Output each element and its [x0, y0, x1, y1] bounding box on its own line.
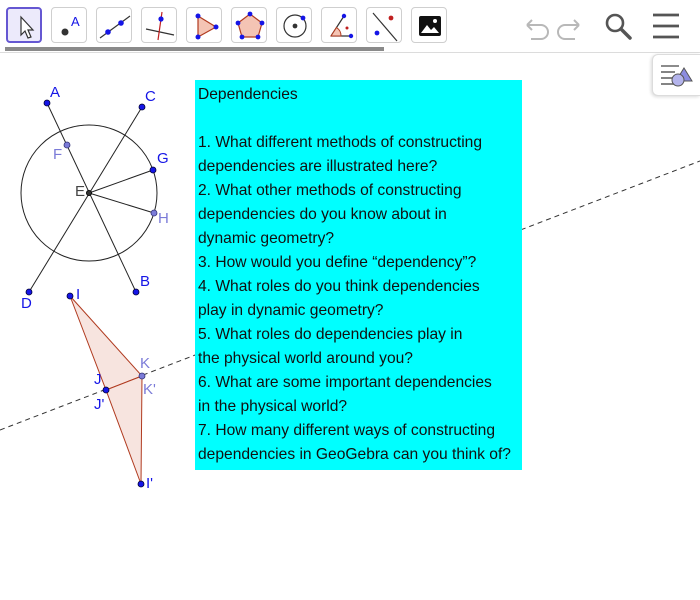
label-a: A — [50, 84, 61, 101]
tool-perpendicular-line[interactable] — [141, 7, 177, 43]
point-icon — [52, 8, 88, 44]
point-e[interactable] — [75, 183, 92, 200]
textbox-line: 4. What roles do you think dependencies — [198, 278, 480, 295]
point-b[interactable] — [133, 273, 150, 295]
regular-polygon-icon — [232, 8, 268, 44]
main-menu-button[interactable] — [648, 8, 684, 44]
textbox-line: 1. What different methods of constructing — [198, 134, 483, 151]
segment-eg[interactable] — [89, 170, 153, 193]
hamburger-menu-icon — [648, 8, 684, 44]
point-d[interactable] — [21, 289, 32, 312]
point-f[interactable] — [53, 142, 70, 163]
label-f: F — [53, 146, 63, 163]
label-k: K — [140, 355, 151, 372]
tool-point[interactable] — [51, 7, 87, 43]
point-g[interactable] — [150, 150, 169, 173]
label-e: E — [75, 183, 86, 200]
textbox-line: dependencies are illustrated here? — [198, 158, 438, 175]
redo-icon — [553, 8, 589, 44]
tool-image[interactable] — [411, 7, 447, 43]
textbox-line — [198, 107, 522, 131]
line-icon — [97, 8, 133, 44]
label-d: D — [21, 295, 32, 312]
angle-icon — [322, 8, 358, 44]
polygon-icon — [187, 8, 223, 44]
textbox-line: 6. What are some important dependencies — [198, 374, 492, 391]
move-arrow-icon — [8, 9, 44, 45]
label-g: G — [157, 150, 169, 167]
toolbar — [0, 0, 700, 52]
label-i: I — [76, 286, 81, 303]
textbox-line: the physical world around you? — [198, 350, 413, 367]
textbox-line: 7. How many different ways of constructing — [198, 422, 495, 439]
textbox-line: 3. How would you define “dependency”? — [198, 254, 477, 271]
svg-text:A: A — [71, 14, 80, 29]
perpendicular-line-icon — [142, 8, 178, 44]
undo-button[interactable] — [517, 8, 553, 44]
textbox-line: dependencies in GeoGebra can you think of? — [198, 446, 511, 463]
reflect-icon — [367, 8, 403, 44]
tool-move[interactable] — [6, 7, 42, 43]
textbox-line: dynamic geometry? — [198, 230, 335, 247]
tool-regular-polygon[interactable] — [231, 7, 267, 43]
textbox-line: 5. What roles do dependencies play in — [198, 326, 463, 343]
textbox-line: play in dynamic geometry? — [198, 302, 384, 319]
image-icon — [412, 8, 448, 44]
label-h: H — [158, 210, 169, 227]
redo-button[interactable] — [553, 8, 589, 44]
search-icon — [600, 8, 636, 44]
label-k-prime: K' — [143, 381, 156, 398]
label-j: J — [94, 371, 102, 388]
tool-reflect[interactable] — [366, 7, 402, 43]
label-b: B — [140, 273, 151, 290]
point-c[interactable] — [139, 88, 156, 110]
tool-circle[interactable] — [276, 7, 312, 43]
textbox-title: Dependencies — [198, 86, 298, 103]
textbox-line: dependencies do you know about in — [198, 206, 447, 223]
label-c: C — [145, 88, 156, 105]
tool-polygon[interactable] — [186, 7, 222, 43]
line-cd[interactable] — [29, 107, 142, 292]
dependencies-textbox[interactable] — [195, 80, 522, 470]
triangle-ijk[interactable] — [70, 296, 142, 390]
label-i-prime: I' — [146, 475, 154, 492]
point-h[interactable] — [151, 210, 169, 227]
circle-icon — [277, 8, 313, 44]
textbox-line: in the physical world? — [198, 398, 348, 415]
triangle-ijk-image[interactable] — [106, 376, 142, 484]
tool-angle[interactable] — [321, 7, 357, 43]
tool-line[interactable] — [96, 7, 132, 43]
point-a[interactable] — [44, 84, 60, 106]
line-ab[interactable] — [47, 103, 136, 292]
segment-eh[interactable] — [89, 193, 154, 213]
toolbar-indicator-bar — [5, 47, 384, 51]
textbox-line: 2. What other methods of constructing — [198, 182, 462, 199]
undo-icon — [517, 8, 553, 44]
search-button[interactable] — [600, 8, 636, 44]
label-j-prime: J' — [94, 396, 105, 413]
